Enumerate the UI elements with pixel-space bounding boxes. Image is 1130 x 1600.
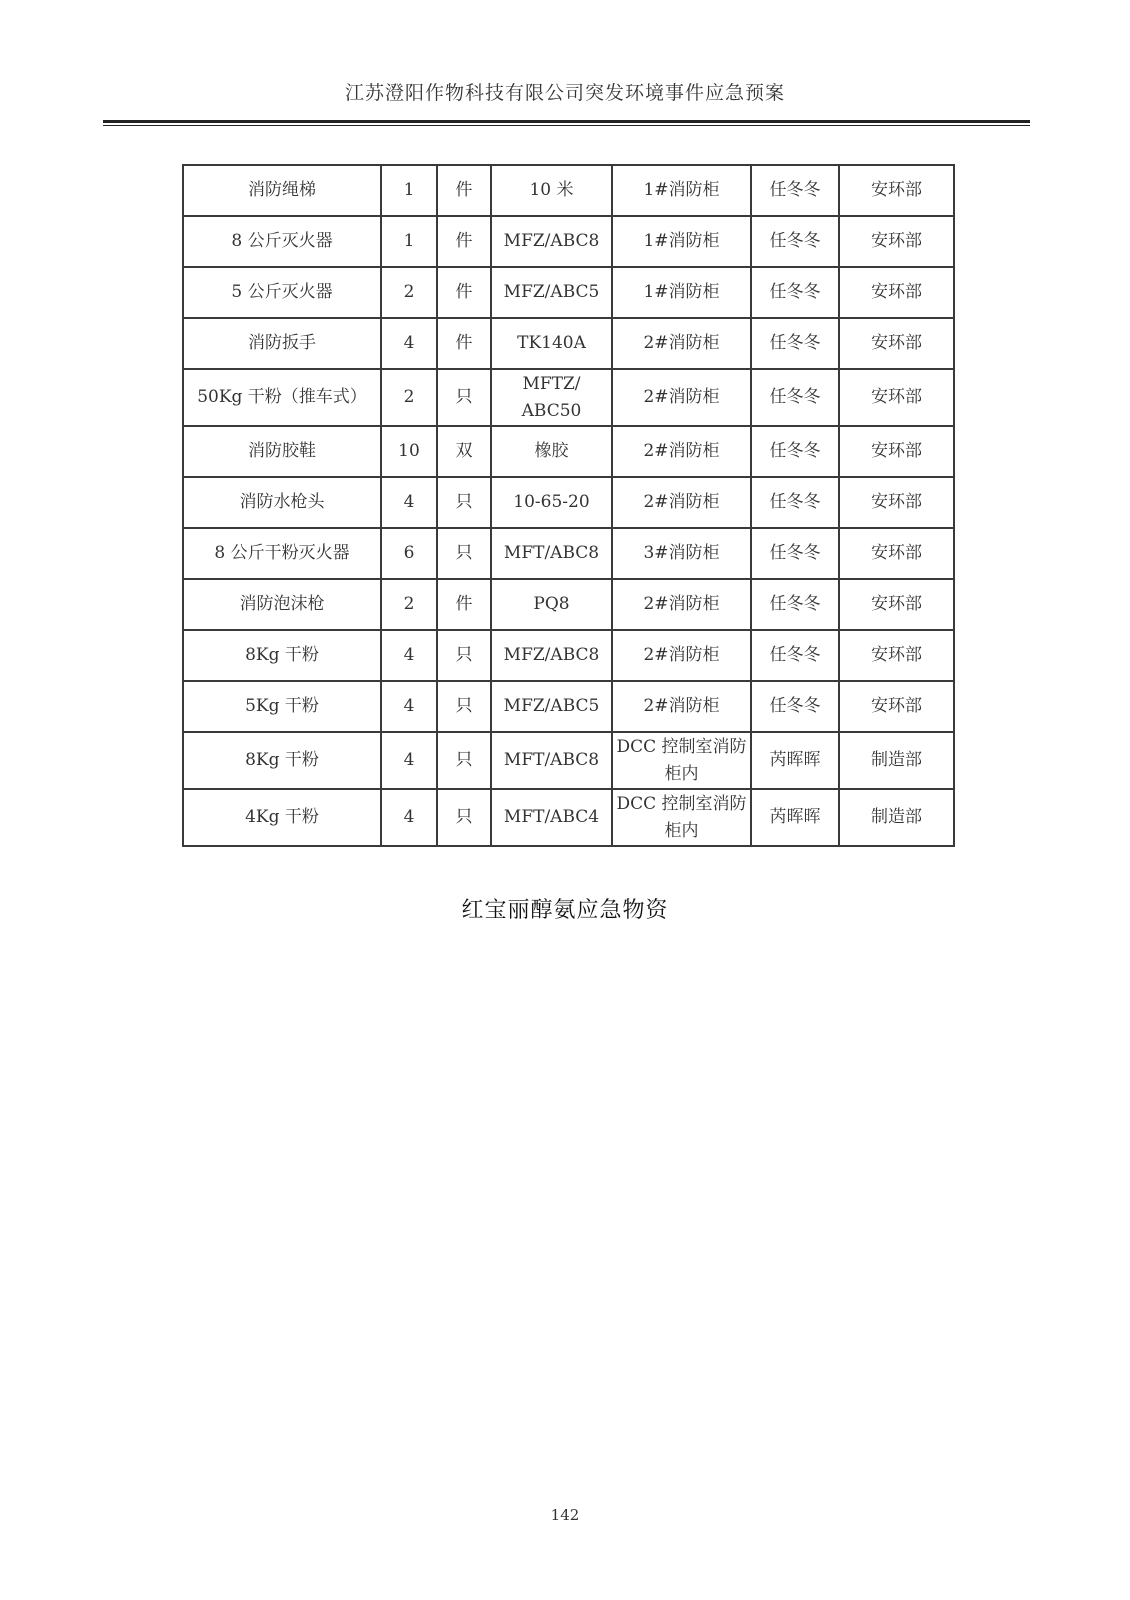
cell-person: 任冬冬 <box>751 426 839 477</box>
cell-name: 8 公斤灭火器 <box>183 216 381 267</box>
cell-person: 任冬冬 <box>751 579 839 630</box>
cell-person: 任冬冬 <box>751 369 839 426</box>
cell-qty: 2 <box>381 267 437 318</box>
emergency-equipment-table <box>182 164 955 847</box>
cell-location: 3#消防柜 <box>612 528 751 579</box>
cell-unit: 件 <box>437 165 491 216</box>
table-row <box>183 369 954 426</box>
table-row <box>183 165 954 216</box>
cell-location: 2#消防柜 <box>612 426 751 477</box>
page-header-title: 江苏澄阳作物科技有限公司突发环境事件应急预案 <box>344 82 785 104</box>
cell-location: 2#消防柜 <box>612 630 751 681</box>
cell-person: 任冬冬 <box>751 267 839 318</box>
cell-name: 消防扳手 <box>183 318 381 369</box>
cell-model: 10-65-20 <box>491 477 612 528</box>
header-rule-thin <box>103 125 1030 126</box>
table-row <box>183 318 954 369</box>
table-row <box>183 267 954 318</box>
cell-person: 芮晖晖 <box>751 732 839 789</box>
cell-qty: 4 <box>381 477 437 528</box>
cell-location: 2#消防柜 <box>612 579 751 630</box>
cell-location: 2#消防柜 <box>612 477 751 528</box>
cell-person: 任冬冬 <box>751 165 839 216</box>
table-row <box>183 630 954 681</box>
table-row <box>183 477 954 528</box>
cell-dept: 安环部 <box>839 630 954 681</box>
cell-dept: 制造部 <box>839 789 954 846</box>
cell-model: MFZ/ABC8 <box>491 630 612 681</box>
cell-person: 任冬冬 <box>751 528 839 579</box>
cell-name: 消防泡沫枪 <box>183 579 381 630</box>
cell-name: 8Kg 干粉 <box>183 732 381 789</box>
cell-qty: 1 <box>381 216 437 267</box>
cell-person: 任冬冬 <box>751 681 839 732</box>
cell-dept: 安环部 <box>839 369 954 426</box>
cell-unit: 双 <box>437 426 491 477</box>
cell-name: 5Kg 干粉 <box>183 681 381 732</box>
cell-dept: 安环部 <box>839 267 954 318</box>
cell-dept: 制造部 <box>839 732 954 789</box>
cell-person: 任冬冬 <box>751 216 839 267</box>
cell-unit: 只 <box>437 630 491 681</box>
cell-dept: 安环部 <box>839 318 954 369</box>
cell-unit: 只 <box>437 681 491 732</box>
cell-unit: 只 <box>437 477 491 528</box>
cell-qty: 2 <box>381 369 437 426</box>
cell-qty: 2 <box>381 579 437 630</box>
cell-name: 消防胶鞋 <box>183 426 381 477</box>
cell-dept: 安环部 <box>839 681 954 732</box>
table-row <box>183 579 954 630</box>
cell-qty: 4 <box>381 318 437 369</box>
cell-dept: 安环部 <box>839 216 954 267</box>
cell-unit: 件 <box>437 267 491 318</box>
cell-qty: 4 <box>381 732 437 789</box>
cell-dept: 安环部 <box>839 477 954 528</box>
cell-dept: 安环部 <box>839 165 954 216</box>
cell-location: 2#消防柜 <box>612 681 751 732</box>
table-row <box>183 789 954 846</box>
cell-unit: 件 <box>437 216 491 267</box>
cell-name: 8 公斤干粉灭火器 <box>183 528 381 579</box>
table-row <box>183 216 954 267</box>
header-rule-thick <box>103 120 1030 123</box>
cell-person: 任冬冬 <box>751 630 839 681</box>
cell-unit: 只 <box>437 732 491 789</box>
cell-dept: 安环部 <box>839 426 954 477</box>
cell-location: 2#消防柜 <box>612 369 751 426</box>
cell-model: MFZ/ABC5 <box>491 267 612 318</box>
cell-model: 10 米 <box>491 165 612 216</box>
cell-name: 5 公斤灭火器 <box>183 267 381 318</box>
cell-unit: 只 <box>437 789 491 846</box>
table-row <box>183 528 954 579</box>
cell-model: TK140A <box>491 318 612 369</box>
cell-model: PQ8 <box>491 579 612 630</box>
table-row <box>183 681 954 732</box>
table-row <box>183 732 954 789</box>
section-title: 红宝丽醇氨应急物资 <box>461 898 669 923</box>
cell-model: 橡胶 <box>491 426 612 477</box>
cell-location: DCC 控制室消防柜内 <box>612 789 751 846</box>
cell-qty: 10 <box>381 426 437 477</box>
cell-model: MFT/ABC8 <box>491 732 612 789</box>
cell-location: 2#消防柜 <box>612 318 751 369</box>
cell-location: 1#消防柜 <box>612 267 751 318</box>
cell-name: 8Kg 干粉 <box>183 630 381 681</box>
cell-model: MFZ/ABC8 <box>491 216 612 267</box>
cell-model: MFTZ/ ABC50 <box>491 369 612 426</box>
cell-location: 1#消防柜 <box>612 216 751 267</box>
cell-unit: 只 <box>437 528 491 579</box>
cell-qty: 4 <box>381 789 437 846</box>
cell-name: 消防绳梯 <box>183 165 381 216</box>
cell-name: 消防水枪头 <box>183 477 381 528</box>
cell-unit: 件 <box>437 318 491 369</box>
cell-person: 芮晖晖 <box>751 789 839 846</box>
cell-qty: 1 <box>381 165 437 216</box>
cell-person: 任冬冬 <box>751 318 839 369</box>
table-row <box>183 426 954 477</box>
cell-unit: 只 <box>437 369 491 426</box>
cell-unit: 件 <box>437 579 491 630</box>
cell-name: 50Kg 干粉（推车式） <box>183 369 381 426</box>
cell-model: MFZ/ABC5 <box>491 681 612 732</box>
cell-qty: 4 <box>381 681 437 732</box>
cell-name: 4Kg 干粉 <box>183 789 381 846</box>
cell-model: MFT/ABC8 <box>491 528 612 579</box>
cell-model: MFT/ABC4 <box>491 789 612 846</box>
page-number: 142 <box>550 1506 580 1524</box>
cell-location: 1#消防柜 <box>612 165 751 216</box>
cell-dept: 安环部 <box>839 579 954 630</box>
cell-qty: 4 <box>381 630 437 681</box>
cell-person: 任冬冬 <box>751 477 839 528</box>
cell-location: DCC 控制室消防柜内 <box>612 732 751 789</box>
cell-dept: 安环部 <box>839 528 954 579</box>
cell-qty: 6 <box>381 528 437 579</box>
